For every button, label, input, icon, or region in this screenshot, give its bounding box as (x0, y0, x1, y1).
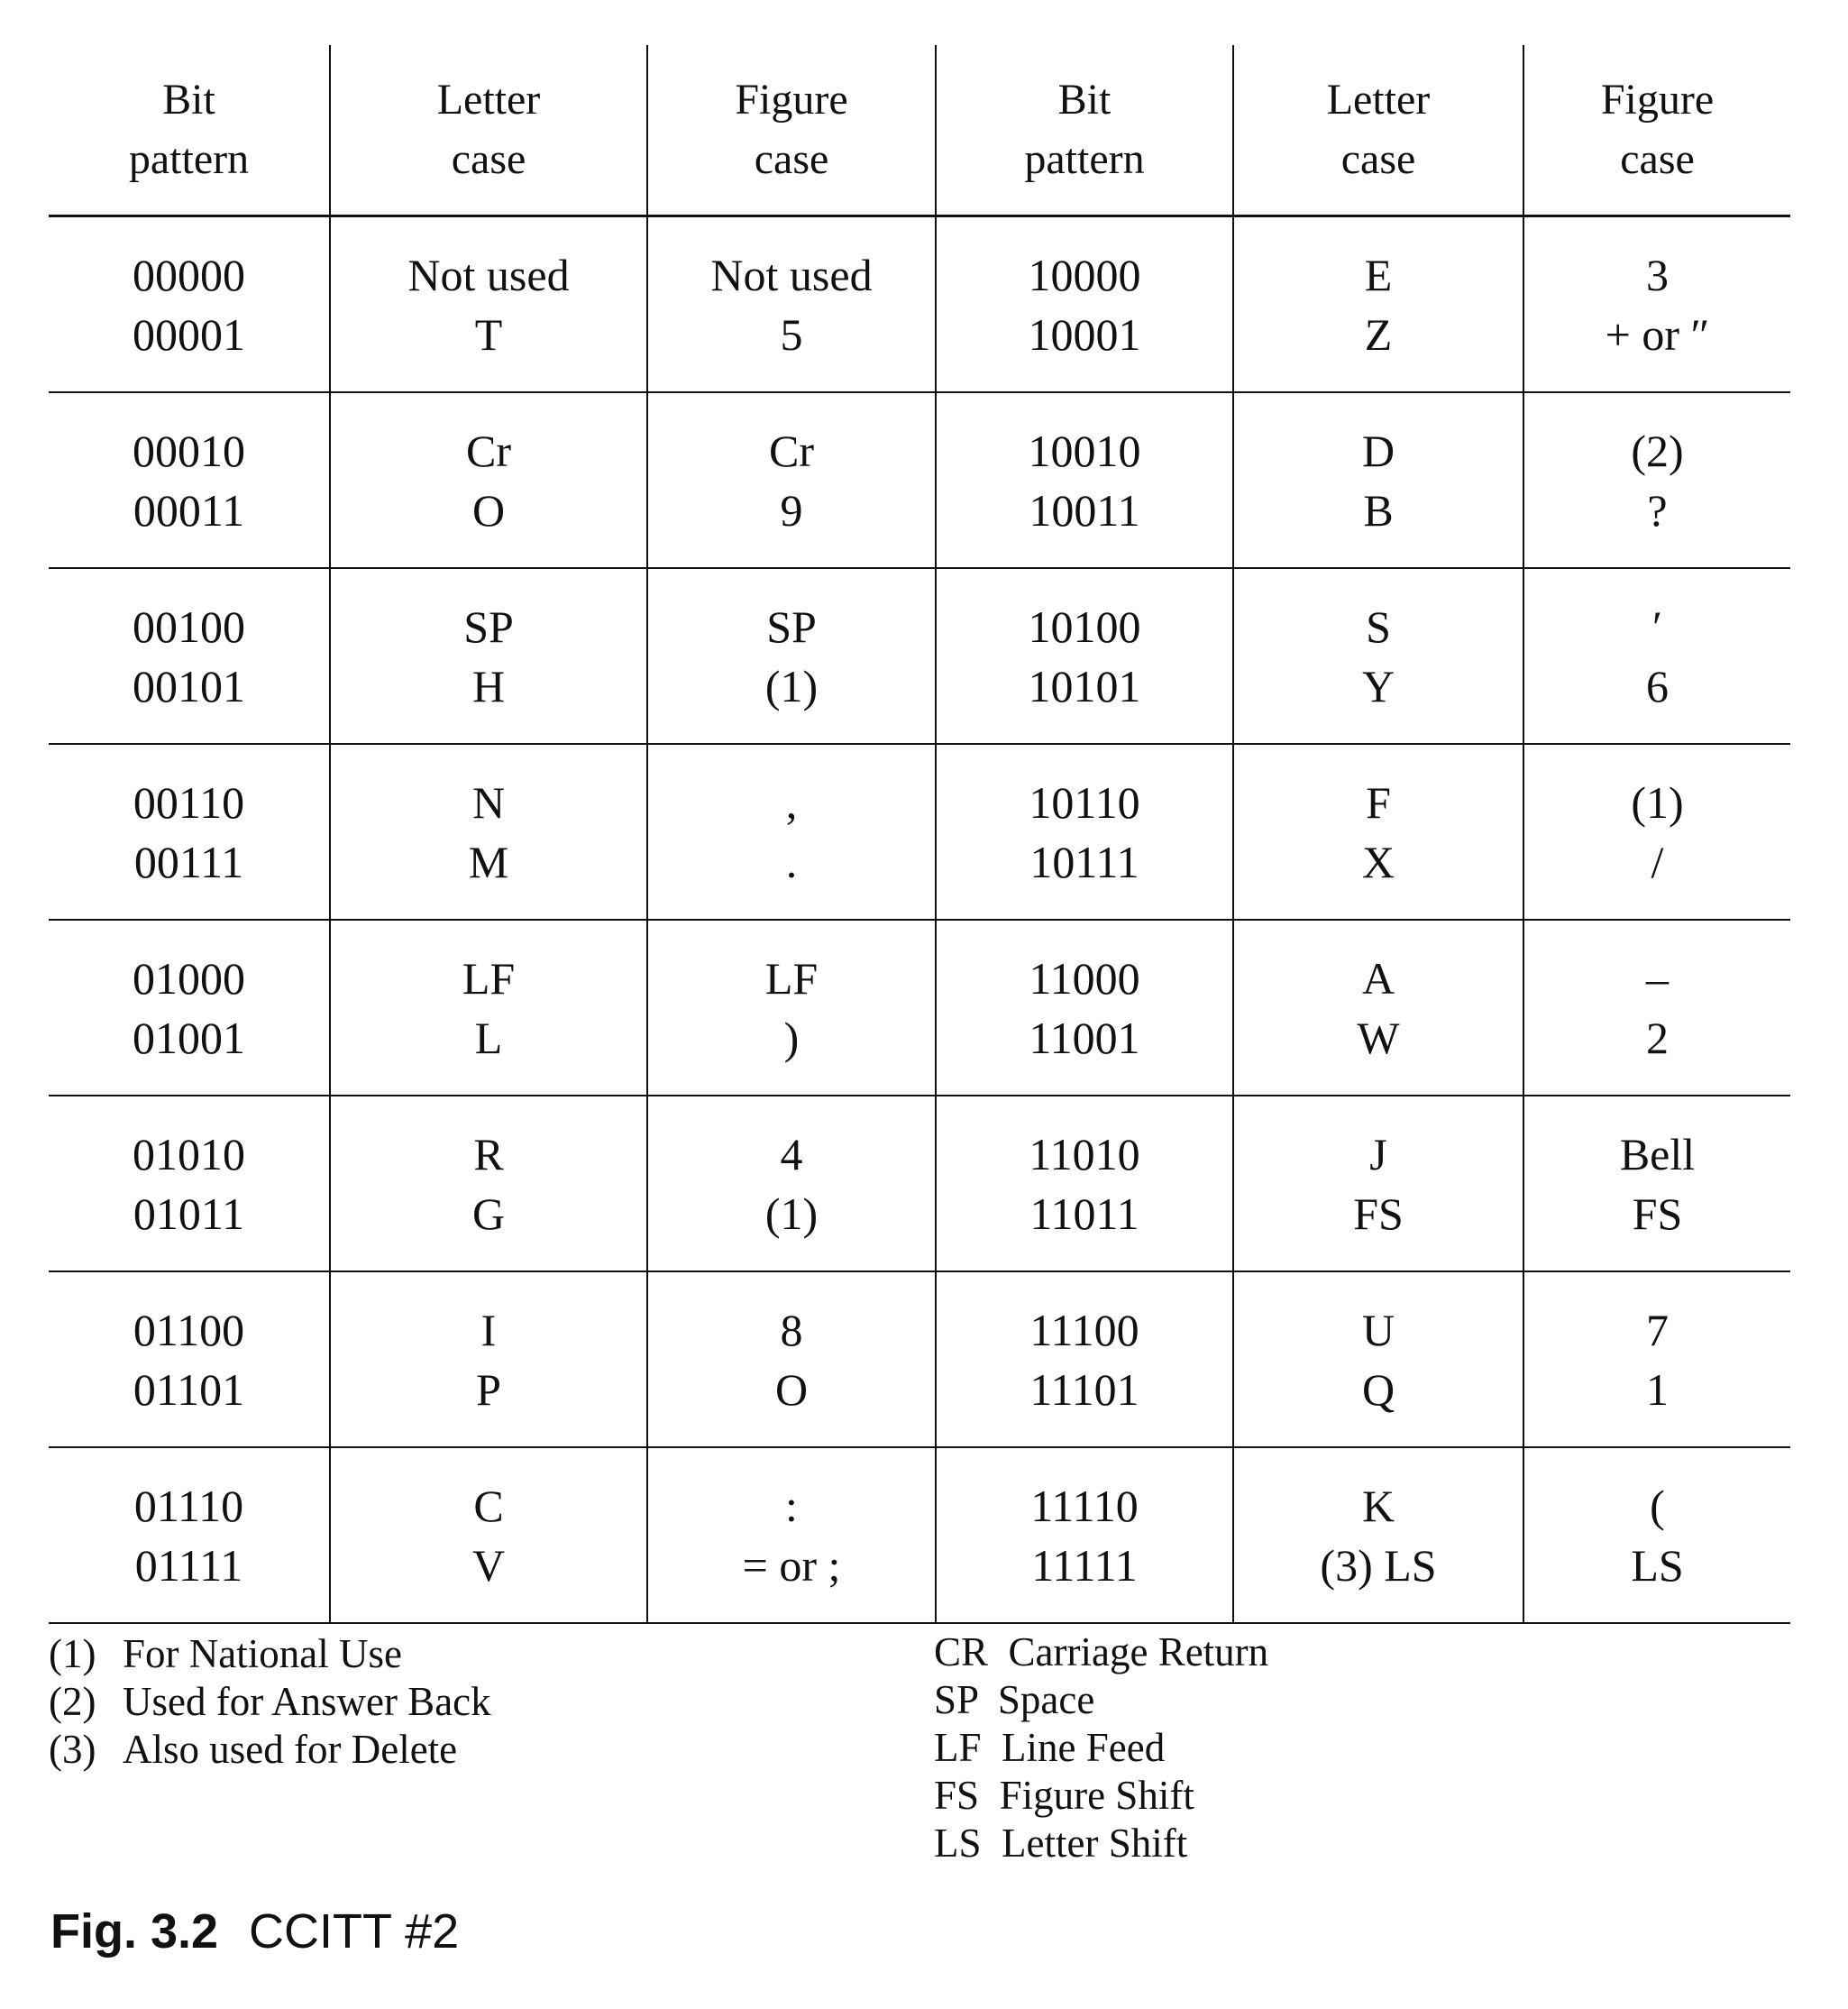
table-header-row (49, 45, 1790, 216)
cell-bit-pattern (936, 1447, 1233, 1623)
cell-figure-case (647, 920, 936, 1096)
cell-bit-pattern (936, 568, 1233, 744)
column-header-bit-pattern (936, 45, 1233, 216)
cell-value: (2) (1631, 425, 1684, 476)
cell-bit-pattern (49, 920, 330, 1096)
cell-bit-pattern (49, 744, 330, 920)
cell-value: 10010 (1028, 425, 1141, 476)
cell-letter-case (1233, 1096, 1523, 1271)
cell-bit-pattern (936, 744, 1233, 920)
abbreviation-item (934, 1772, 1745, 1820)
abbreviation-item (934, 1820, 1745, 1867)
cell-value: LF (462, 952, 516, 1004)
cell-figure-case (1523, 216, 1790, 393)
cell-value: 11011 (1029, 1188, 1139, 1239)
header-line: Bit (1057, 76, 1112, 124)
cell-value: 4 (780, 1128, 803, 1179)
cell-value: 10111 (1029, 836, 1139, 887)
cell-letter-case (1233, 216, 1523, 393)
cell-value: F (1366, 776, 1391, 828)
cell-value: H (471, 660, 506, 711)
cell-figure-case (647, 744, 936, 920)
cell-figure-case (647, 568, 936, 744)
figure-title: CCITT #2 (249, 1904, 460, 1959)
cell-bit-pattern (49, 1096, 330, 1271)
cell-value: 11010 (1029, 1128, 1140, 1179)
cell-value: 01010 (133, 1128, 245, 1179)
header-line: pattern (128, 135, 250, 183)
abbreviation-meaning: Letter Shift (1002, 1821, 1188, 1866)
cell-value: M (468, 836, 509, 887)
cell-value: J (1369, 1128, 1387, 1179)
cell-bit-pattern (936, 392, 1233, 568)
cell-value: 01100 (133, 1304, 245, 1355)
footnote-text: Also used for Delete (123, 1727, 458, 1772)
cell-value: (3) LS (1320, 1539, 1437, 1591)
cell-letter-case (330, 1271, 647, 1447)
abbreviation-item (934, 1676, 1745, 1724)
cell-letter-case (330, 744, 647, 920)
table-body (49, 216, 1790, 1624)
abbreviation-legend (934, 1628, 1745, 1867)
cell-value: G (471, 1188, 506, 1239)
ccitt-code-table (49, 45, 1790, 1624)
cell-value: 10110 (1029, 776, 1140, 828)
cell-value: C (473, 1480, 504, 1531)
cell-value: B (1363, 484, 1394, 536)
cell-value: 6 (1646, 660, 1669, 711)
cell-bit-pattern (49, 216, 330, 393)
table-row (49, 1096, 1790, 1271)
header-line: case (1340, 135, 1416, 183)
footnote-mark: (1) (49, 1631, 96, 1676)
header-line: case (451, 135, 526, 183)
cell-value: 00100 (133, 601, 245, 652)
cell-value: Not used (407, 249, 570, 300)
cell-value: K (1361, 1480, 1395, 1531)
footnote-mark: (3) (49, 1727, 96, 1772)
cell-value: 7 (1646, 1304, 1669, 1355)
cell-value: X (1361, 836, 1395, 887)
column-header-figure-case (1523, 45, 1790, 216)
cell-value: 11101 (1029, 1363, 1139, 1415)
cell-value: ? (1647, 484, 1668, 536)
cell-value: T (474, 308, 503, 360)
cell-bit-pattern (49, 1271, 330, 1447)
cell-value: LS (1631, 1539, 1684, 1591)
abbreviation-code: CR (934, 1629, 989, 1674)
cell-value: V (471, 1539, 506, 1591)
cell-value: ) (783, 1012, 800, 1063)
cell-figure-case (647, 1271, 936, 1447)
cell-bit-pattern (936, 1271, 1233, 1447)
cell-value: 2 (1646, 1012, 1669, 1063)
abbreviation-code: SP (934, 1677, 978, 1722)
cell-bit-pattern (936, 920, 1233, 1096)
cell-value: – (1646, 952, 1669, 1004)
cell-value: 10011 (1029, 484, 1140, 536)
cell-value: 1 (1646, 1363, 1669, 1415)
cell-bit-pattern (936, 1096, 1233, 1271)
cell-value: = or ; (742, 1539, 841, 1591)
cell-value: SP (463, 601, 514, 652)
cell-value: 11000 (1029, 952, 1140, 1004)
figure-caption (50, 1903, 459, 1960)
cell-value: A (1361, 952, 1395, 1004)
cell-value: SP (766, 601, 817, 652)
cell-letter-case (1233, 920, 1523, 1096)
cell-value: : (785, 1480, 798, 1531)
cell-value: (1) (1631, 776, 1684, 828)
cell-value: 11111 (1031, 1539, 1138, 1591)
footnote-item (49, 1726, 860, 1774)
table-row (49, 1271, 1790, 1447)
cell-value: 00111 (133, 836, 244, 887)
cell-value: 00101 (133, 660, 245, 711)
cell-figure-case (647, 1096, 936, 1271)
cell-value: + or ″ (1605, 308, 1710, 360)
abbreviation-code: FS (934, 1773, 980, 1818)
cell-value: 01001 (133, 1012, 245, 1063)
cell-bit-pattern (49, 392, 330, 568)
cell-figure-case (1523, 1447, 1790, 1623)
cell-value: 01110 (133, 1480, 244, 1531)
cell-value: W (1357, 1012, 1400, 1063)
abbreviation-item (934, 1628, 1745, 1676)
cell-bit-pattern (936, 216, 1233, 393)
table-row (49, 216, 1790, 393)
header-line: case (754, 135, 829, 183)
cell-letter-case (330, 216, 647, 393)
cell-letter-case (1233, 568, 1523, 744)
figure-number: Fig. 3.2 (50, 1904, 219, 1959)
abbreviation-meaning: Carriage Return (1008, 1629, 1269, 1674)
cell-value: Y (1361, 660, 1395, 711)
cell-value: 00011 (133, 484, 245, 536)
cell-value: Bell (1619, 1128, 1696, 1179)
abbreviation-item (934, 1724, 1745, 1772)
cell-value: Z (1364, 308, 1393, 360)
cell-letter-case (330, 920, 647, 1096)
cell-value: 00000 (133, 249, 245, 300)
cell-value: / (1651, 836, 1664, 887)
cell-letter-case (330, 392, 647, 568)
cell-letter-case (330, 1447, 647, 1623)
header-line: Figure (1600, 76, 1715, 124)
cell-value: Cr (769, 425, 814, 476)
cell-value: LF (764, 952, 819, 1004)
cell-letter-case (1233, 1271, 1523, 1447)
footnote-item (49, 1630, 860, 1678)
header-line: pattern (1024, 135, 1145, 183)
cell-figure-case (1523, 392, 1790, 568)
header-line: Figure (735, 76, 848, 124)
column-header-bit-pattern (49, 45, 330, 216)
cell-value: Not used (710, 249, 873, 300)
cell-value: 5 (780, 308, 803, 360)
cell-letter-case (1233, 1447, 1523, 1623)
abbreviation-code: LF (934, 1725, 982, 1770)
cell-figure-case (1523, 744, 1790, 920)
cell-figure-case (647, 392, 936, 568)
cell-bit-pattern (49, 568, 330, 744)
cell-value: 00110 (133, 776, 245, 828)
cell-value: FS (1353, 1188, 1404, 1239)
table-row (49, 920, 1790, 1096)
abbreviation-meaning: Line Feed (1002, 1725, 1166, 1770)
cell-value: E (1364, 249, 1393, 300)
cell-value: 10001 (1028, 308, 1141, 360)
cell-value: 01111 (134, 1539, 243, 1591)
cell-value: P (476, 1363, 501, 1415)
cell-value: I (480, 1304, 497, 1355)
table-row (49, 568, 1790, 744)
cell-value: 01101 (133, 1363, 245, 1415)
cell-value: 9 (780, 484, 803, 536)
header-line: Letter (436, 76, 541, 124)
column-header-letter-case (330, 45, 647, 216)
cell-value: 8 (780, 1304, 803, 1355)
cell-value: 11001 (1029, 1012, 1140, 1063)
cell-value: 11110 (1030, 1480, 1139, 1531)
cell-letter-case (330, 1096, 647, 1271)
cell-value: 11100 (1029, 1304, 1139, 1355)
cell-value: 01000 (133, 952, 245, 1004)
cell-figure-case (1523, 1096, 1790, 1271)
cell-value: D (1361, 425, 1395, 476)
cell-value: 10000 (1028, 249, 1141, 300)
cell-letter-case (330, 568, 647, 744)
table-row (49, 1447, 1790, 1623)
cell-value: . (785, 836, 798, 887)
cell-figure-case (1523, 920, 1790, 1096)
abbreviation-code: LS (934, 1821, 982, 1866)
cell-figure-case (1523, 568, 1790, 744)
cell-value: Q (1361, 1363, 1395, 1415)
cell-figure-case (647, 216, 936, 393)
cell-figure-case (647, 1447, 936, 1623)
cell-value: ′ (1652, 601, 1662, 652)
cell-bit-pattern (49, 1447, 330, 1623)
cell-value: 10100 (1028, 601, 1141, 652)
cell-figure-case (1523, 1271, 1790, 1447)
table-row (49, 744, 1790, 920)
table-row (49, 392, 1790, 568)
footnotes (49, 1630, 860, 1774)
footnote-text: For National Use (123, 1631, 402, 1676)
cell-value: (1) (764, 660, 819, 711)
column-header-figure-case (647, 45, 936, 216)
cell-value: 10101 (1028, 660, 1141, 711)
cell-value: FS (1632, 1188, 1683, 1239)
cell-value: 01011 (133, 1188, 245, 1239)
abbreviation-meaning: Figure Shift (999, 1773, 1194, 1818)
cell-letter-case (1233, 744, 1523, 920)
cell-value: (1) (764, 1188, 819, 1239)
cell-value: , (785, 776, 798, 828)
cell-value: R (473, 1128, 504, 1179)
footnote-text: Used for Answer Back (123, 1679, 491, 1724)
header-line: case (1620, 135, 1695, 183)
cell-value: 3 (1646, 249, 1669, 300)
cell-value: Cr (466, 425, 511, 476)
abbreviation-meaning: Space (997, 1677, 1095, 1722)
cell-value: ( (1650, 1480, 1665, 1531)
footnote-mark: (2) (49, 1679, 96, 1724)
cell-value: O (774, 1363, 809, 1415)
header-line: Bit (162, 76, 215, 124)
cell-value: S (1366, 601, 1391, 652)
cell-value: 00010 (133, 425, 245, 476)
cell-value: N (471, 776, 506, 828)
cell-value: U (1361, 1304, 1395, 1355)
cell-value: O (471, 484, 506, 536)
cell-value: L (474, 1012, 503, 1063)
footnote-item (49, 1678, 860, 1726)
cell-letter-case (1233, 392, 1523, 568)
column-header-letter-case (1233, 45, 1523, 216)
header-line: Letter (1326, 76, 1431, 124)
cell-value: 00001 (133, 308, 245, 360)
